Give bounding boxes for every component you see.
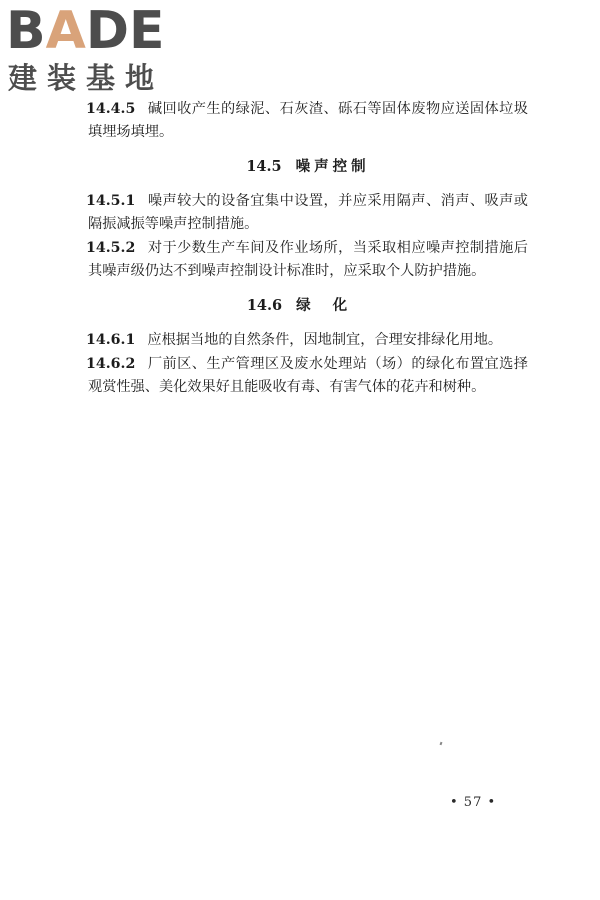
clause-text: 对于少数生产车间及作业场所，当采取相应噪声控制措施后其噪声级仍达不到噪声控制设计标准时，应采取个人防护措施。 — [88, 240, 528, 279]
clause-text: 噪声较大的设备宜集中设置，并应采用隔声、消声、吸声或隔振减振等噪声控制措施。 — [88, 193, 528, 232]
section-number: 14.5 — [246, 158, 282, 175]
clause-14-6-2 — [88, 353, 528, 399]
logo-letter-a: A — [45, 1, 86, 61]
clause-number: 14.6.1 — [86, 332, 136, 348]
brand-logo — [6, 1, 186, 96]
logo-letters-de: DE — [85, 1, 165, 61]
scan-speck — [440, 742, 443, 746]
clause-number: 14.5.2 — [86, 240, 136, 256]
clause-number: 14.5.1 — [86, 193, 136, 209]
clause-number: 14.6.2 — [86, 356, 136, 372]
document-body — [88, 98, 528, 400]
clause-14-4-5 — [88, 98, 528, 144]
clause-14-5-2 — [88, 237, 528, 283]
section-heading-14-5 — [88, 156, 528, 178]
page-number: • 57 • — [450, 795, 497, 810]
section-title: 绿化 — [296, 297, 370, 314]
clause-14-6-1 — [88, 329, 528, 352]
clause-text: 应根据当地的自然条件，因地制宜，合理安排绿化用地。 — [147, 332, 503, 348]
clause-text: 厂前区、生产管理区及废水处理站（场）的绿化布置宜选择观赏性强、美化效果好且能吸收有毒、有害气体的花卉和树种。 — [88, 356, 528, 395]
clause-number: 14.4.5 — [86, 101, 136, 117]
clause-14-5-1 — [88, 190, 528, 236]
section-title: 噪声控制 — [295, 158, 370, 175]
clause-text: 碱回收产生的绿泥、石灰渣、砾石等固体废物应送固体垃圾填埋场填埋。 — [88, 101, 528, 140]
logo-letter-b: B — [6, 1, 46, 61]
section-heading-14-6 — [88, 295, 528, 317]
section-number: 14.6 — [246, 297, 283, 314]
logo-subtitle: 建装基地 — [8, 61, 165, 95]
logo-wordmark — [6, 1, 165, 61]
